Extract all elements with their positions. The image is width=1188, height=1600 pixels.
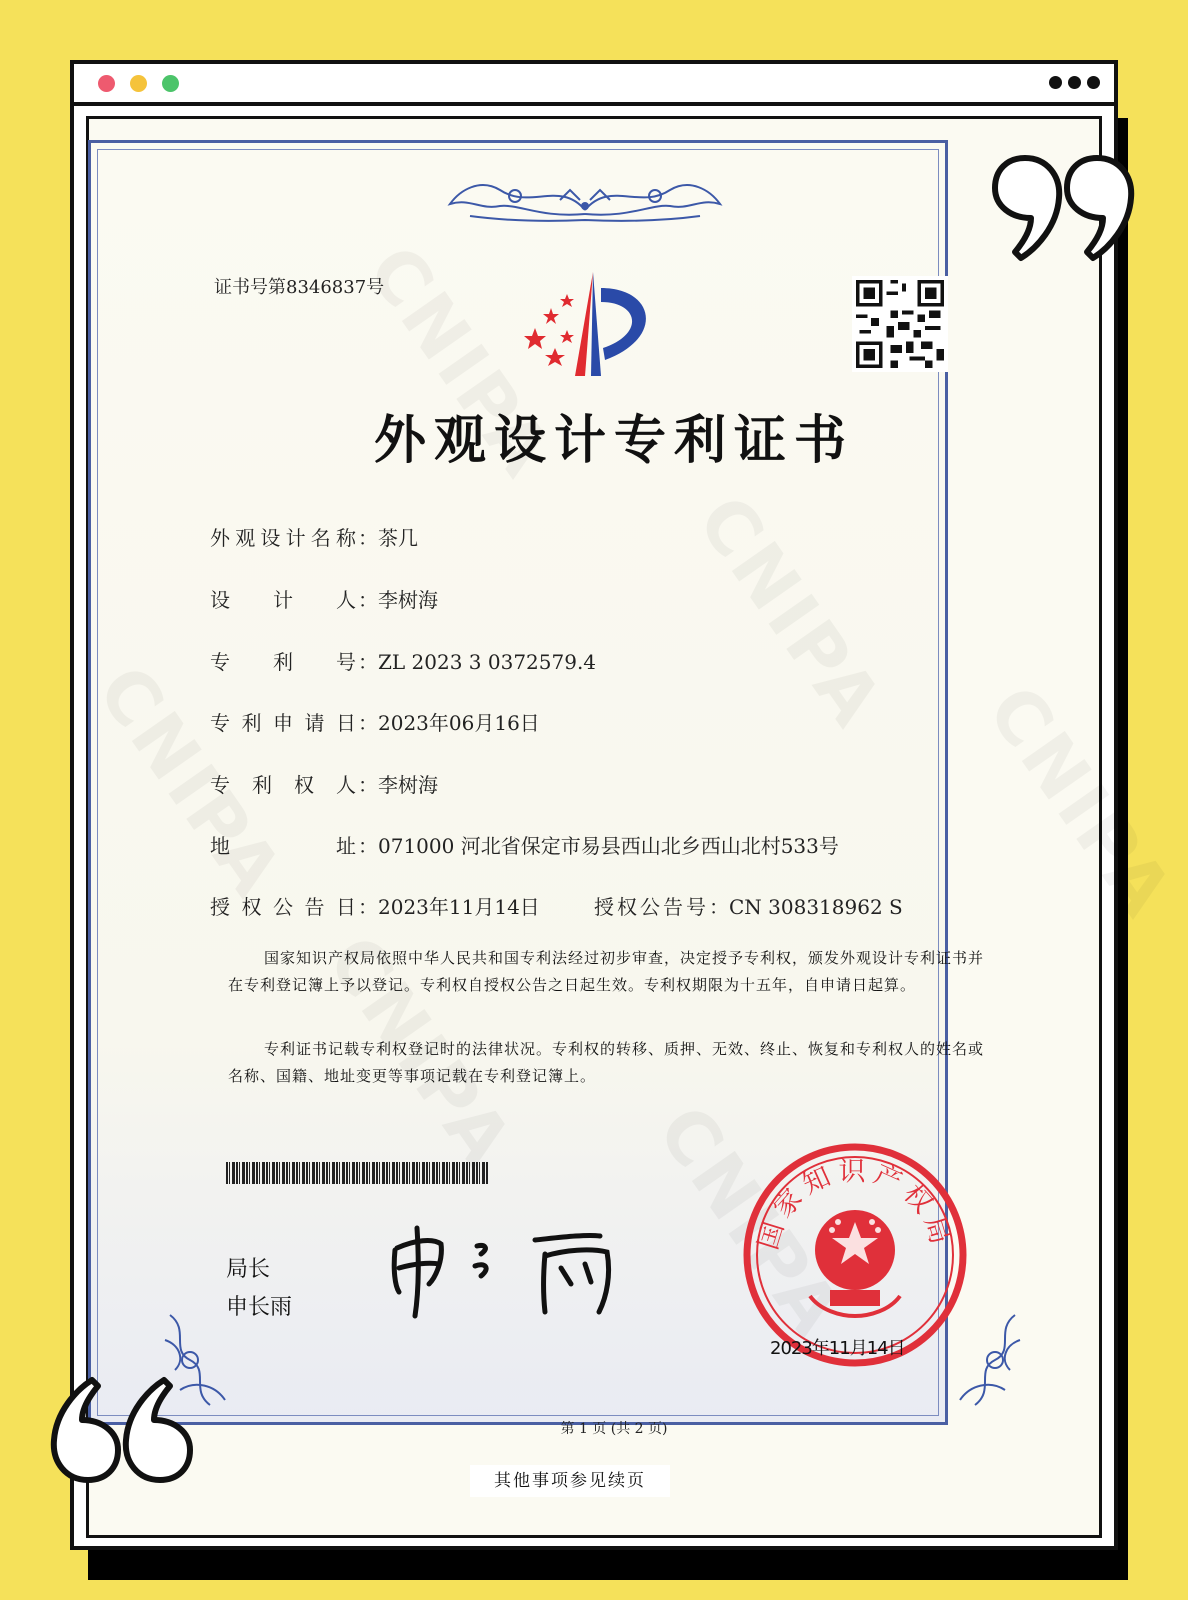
cnipa-logo-icon [515, 268, 665, 388]
field-value: ZL 2023 3 0372579.4 [378, 650, 597, 674]
more-icon[interactable] [1049, 76, 1100, 89]
top-ornament-icon [440, 170, 730, 226]
field-value: 李树海 [378, 588, 438, 612]
window-titlebar [74, 64, 1114, 106]
close-dot[interactable] [98, 75, 115, 92]
field-announcement-number: 授权公告号：CN 308318962 S [594, 895, 903, 919]
body-paragraph: 国家知识产权局依照中华人民共和国专利法经过初步审查，决定授予专利权，颁发外观设计专利证书并在专利登记簿上予以登记。专利权自授权公告之日起生效。专利权期限为十五年，自申请日起算。 [228, 949, 985, 994]
field-designer: 设计人：李树海 [210, 584, 438, 613]
quote-close-icon [985, 148, 1145, 268]
field-label: 授权公告号 [594, 895, 709, 919]
field-patentee: 专利权人：李树海 [210, 769, 438, 798]
seal-date: 2023年11月14日 [770, 1338, 905, 1359]
director-signature [385, 1220, 625, 1320]
footer-note: 其他事项参见续页 [470, 1465, 670, 1497]
field-label: 外观设计名称 [210, 526, 358, 550]
qr-code-icon [852, 276, 948, 372]
minimize-dot[interactable] [130, 75, 147, 92]
field-label: 授权公告日 [210, 895, 358, 919]
field-label: 专利申请日 [210, 711, 358, 735]
field-grant-date: 授权公告日：2023年11月14日 [210, 891, 540, 920]
quote-open-icon [40, 1370, 200, 1490]
barcode-icon [226, 1162, 488, 1184]
field-value: CN 308318962 S [729, 895, 903, 919]
field-patent-number: 专利号：ZL 2023 3 0372579.4 [210, 646, 596, 675]
page-number: 第 1 页 (共 2 页) [560, 1421, 668, 1437]
seal-text: 国家知识产权局 [752, 1156, 958, 1254]
field-value: 2023年11月14日 [378, 895, 540, 919]
field-label: 地址 [210, 834, 358, 858]
field-value: 071000 河北省保定市易县西山北乡西山北村533号 [378, 834, 839, 858]
certificate-title: 外观设计专利证书 [373, 410, 854, 471]
field-label: 设计人 [210, 588, 358, 612]
field-label: 专利号 [210, 650, 358, 674]
maximize-dot[interactable] [162, 75, 179, 92]
field-design-name: 外观设计名称：茶几 [210, 522, 418, 551]
body-paragraph: 专利证书记载专利权登记时的法律状况。专利权的转移、质押、无效、终止、恢复和专利权人的姓名或名称、国籍、地址变更等事项记载在专利登记簿上。 [228, 1040, 985, 1085]
field-address: 地址：071000 河北省保定市易县西山北乡西山北村533号 [210, 830, 839, 859]
field-label: 专利权人 [210, 773, 358, 797]
field-value: 李树海 [378, 773, 438, 797]
field-application-date: 专利申请日：2023年06月16日 [210, 707, 540, 736]
field-value: 2023年06月16日 [378, 711, 540, 735]
director-name: 申长雨 [226, 1295, 293, 1320]
director-title: 局长 [226, 1257, 271, 1282]
corner-ornament-icon [955, 1310, 1025, 1410]
field-value: 茶几 [378, 526, 418, 550]
certificate-number: 证书号第8346837号 [214, 277, 385, 298]
